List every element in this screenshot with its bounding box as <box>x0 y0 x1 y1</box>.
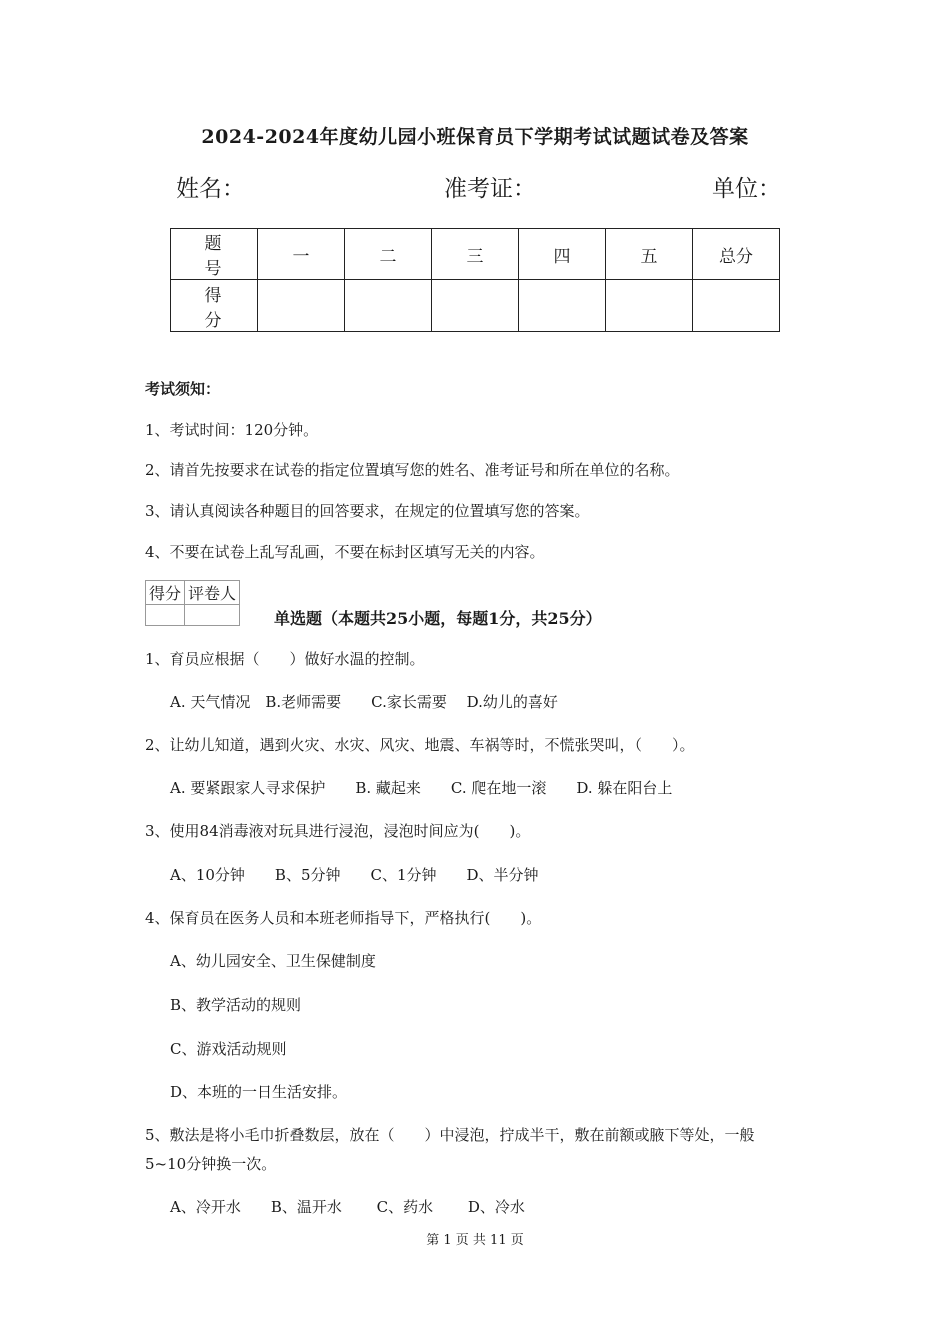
grader-box <box>145 580 240 626</box>
page-footer: 第 1 页 共 11 页 <box>426 1233 524 1248</box>
question-stem: 2、让幼儿知道，遇到火灾、水灾、风灾、地震、车祸等时，不慌张哭叫，（ ）。 <box>145 736 695 754</box>
score-table-score-row <box>171 280 780 332</box>
question-options: A、10分钟 B、5分钟 C、1分钟 D、半分钟 <box>170 866 539 884</box>
column-4: 四 <box>519 229 606 280</box>
name-field-label: 姓名： <box>176 176 245 202</box>
question-stem-continued: 5~10分钟换一次。 <box>145 1155 277 1173</box>
question-option: C、游戏活动规则 <box>170 1040 287 1058</box>
question-number-label: 题 号 <box>171 229 258 280</box>
grader-reviewer-label: 评卷人 <box>185 581 240 605</box>
score-cell[interactable] <box>345 280 432 332</box>
notice-item: 1、考试时间：120分钟。 <box>145 421 319 439</box>
score-label: 得 分 <box>171 280 258 332</box>
score-cell[interactable] <box>606 280 693 332</box>
question-stem: 5、敷法是将小毛巾折叠数层，放在（ ）中浸泡，拧成半干，敷在前额或腋下等处，一般 <box>145 1126 755 1144</box>
notice-heading: 考试须知： <box>145 380 221 398</box>
column-3: 三 <box>432 229 519 280</box>
question-stem: 3、使用84消毒液对玩具进行浸泡，浸泡时间应为( )。 <box>145 822 531 840</box>
exam-id-field-label: 准考证： <box>444 176 536 202</box>
question-option: B、教学活动的规则 <box>170 996 302 1014</box>
column-1: 一 <box>258 229 345 280</box>
question-stem: 1、育员应根据（ ）做好水温的控制。 <box>145 650 425 668</box>
score-cell[interactable] <box>432 280 519 332</box>
notice-item: 2、请首先按要求在试卷的指定位置填写您的姓名、准考证号和所在单位的名称。 <box>145 461 680 479</box>
question-options: A、冷开水 B、温开水 C、药水 D、冷水 <box>170 1198 525 1216</box>
column-5: 五 <box>606 229 693 280</box>
score-cell[interactable] <box>519 280 606 332</box>
candidate-fields <box>0 170 950 204</box>
column-2: 二 <box>345 229 432 280</box>
question-option: A、幼儿园安全、卫生保健制度 <box>170 952 376 970</box>
notice-item: 3、请认真阅读各种题目的回答要求，在规定的位置填写您的答案。 <box>145 502 590 520</box>
exam-title: 2024-2024年度幼儿园小班保育员下学期考试试题试卷及答案 <box>201 126 749 148</box>
score-cell[interactable] <box>693 280 780 332</box>
score-cell[interactable] <box>258 280 345 332</box>
grader-score-label: 得分 <box>146 581 185 605</box>
question-options: A. 天气情况 B.老师需要 C.家长需要 D.幼儿的喜好 <box>170 693 558 711</box>
question-options: A. 要紧跟家人寻求保护 B. 藏起来 C. 爬在地一滚 D. 躲在阳台上 <box>170 779 673 797</box>
section-title: 单选题（本题共25小题，每题1分，共25分） <box>274 609 602 628</box>
grader-score-cell[interactable] <box>146 605 185 626</box>
grader-reviewer-cell[interactable] <box>185 605 240 626</box>
score-table-header-row <box>171 229 780 280</box>
unit-field-label: 单位： <box>712 176 781 202</box>
column-total: 总分 <box>693 229 780 280</box>
notice-item: 4、不要在试卷上乱写乱画，不要在标封区填写无关的内容。 <box>145 543 545 561</box>
question-stem: 4、保育员在医务人员和本班老师指导下，严格执行( )。 <box>145 909 542 927</box>
score-table <box>170 228 780 332</box>
question-option: D、本班的一日生活安排。 <box>170 1083 348 1101</box>
